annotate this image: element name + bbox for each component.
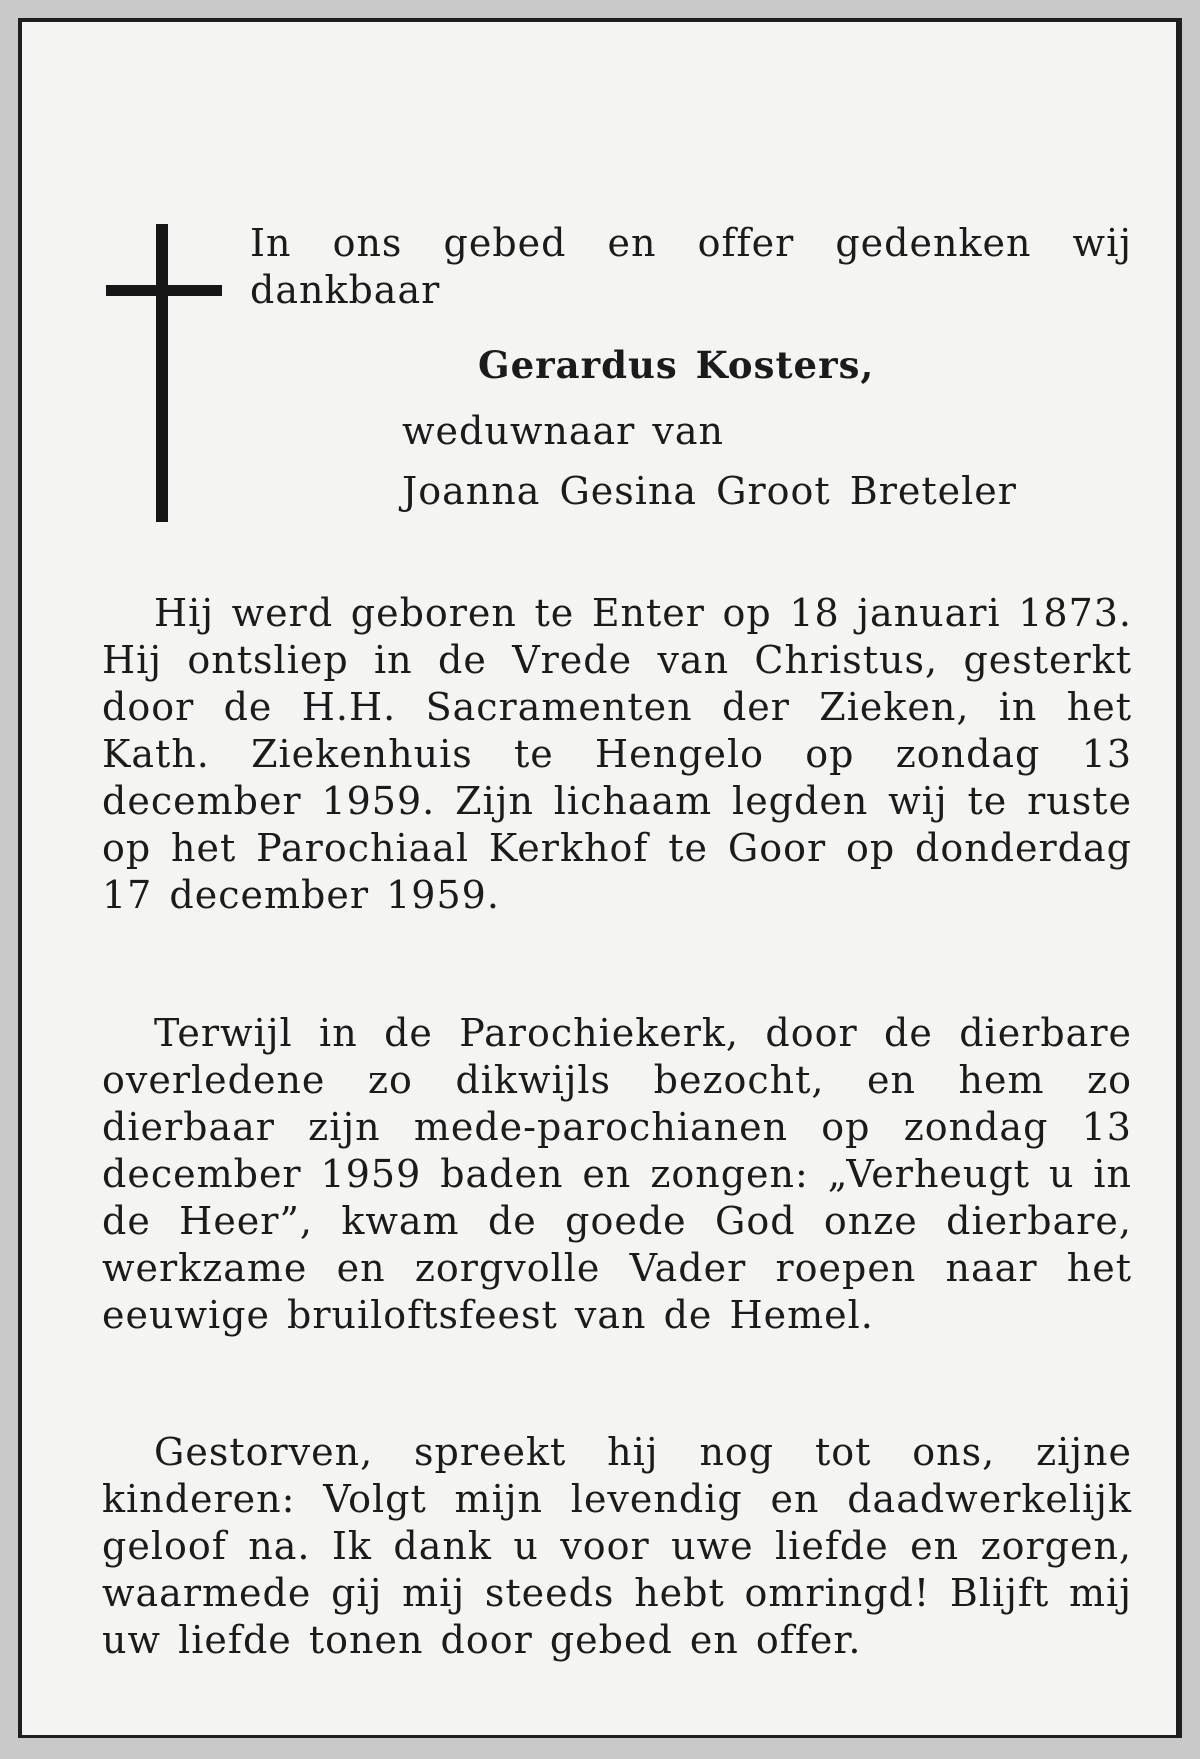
paragraph-passing: Terwijl in de Parochiekerk, door de dierbare overledene zo dikwijls bezocht, en hem zo dierbaar zijn mede-parochianen op zondag 13 december 1959 baden en zongen: „Verheugt u in de Heer”, kwam de goede God onze dierbare, werkzame en zorgvolle Vader roepen naar het eeuwige bruiloftsfeest van de Hemel. bbox=[102, 1011, 1132, 1337]
intro-text: In ons gebed en offer gedenken wij dankbaar bbox=[250, 221, 1132, 312]
memorial-card bbox=[18, 18, 1182, 1738]
widower-of-text: weduwnaar van bbox=[402, 409, 724, 453]
cross-icon bbox=[106, 224, 222, 522]
spouse-name: Joanna Gesina Groot Breteler bbox=[402, 469, 1017, 513]
deceased-name: Gerardus Kosters, bbox=[478, 343, 875, 387]
paragraph-biography: Hij werd geboren te Enter op 18 januari 1873. Hij ontsliep in de Vrede van Christus, gesterkt door de H.H. Sacramenten der Zieken, in het Kath. Ziekenhuis te Hengelo op zondag 13 december 1959. Zijn lichaam legden wij te ruste op het Parochiaal Kerkhof te Goor op donderdag 17 december 1959. bbox=[102, 591, 1132, 917]
paragraph-message: Gestorven, spreekt hij nog tot ons, zijne kinderen: Volgt mijn levendig en daadwerkelijk geloof na. Ik dank u voor uwe liefde en zorgen, waarmede gij mij steeds hebt omringd! Blijft mij uw liefde tonen door gebed en offer. bbox=[102, 1430, 1132, 1662]
